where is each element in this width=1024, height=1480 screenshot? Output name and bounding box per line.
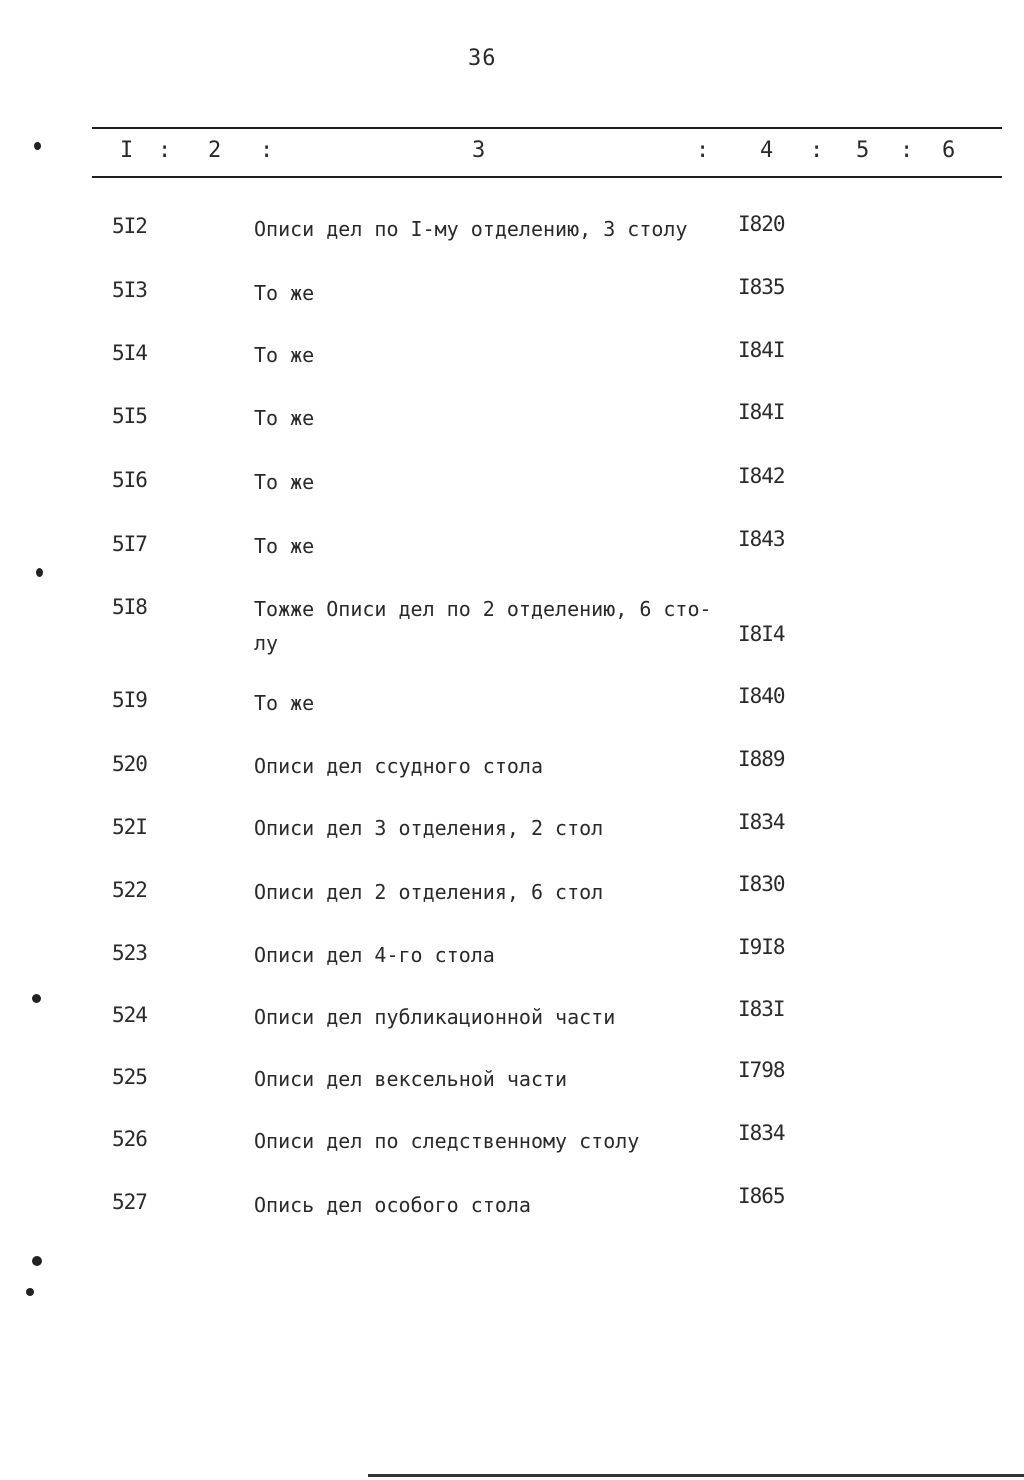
row-number: 5I7 bbox=[112, 532, 147, 556]
row-description: То же bbox=[254, 406, 315, 430]
row-number: 524 bbox=[112, 1003, 147, 1027]
row-description: Описи дел 4-го стола bbox=[254, 943, 495, 967]
row-description: Описи дел вексельной части bbox=[254, 1067, 568, 1091]
header-col-4: 4 bbox=[760, 138, 774, 163]
row-number: 5I3 bbox=[112, 278, 147, 302]
row-year: I820 bbox=[738, 212, 785, 236]
row-number: 5I9 bbox=[112, 688, 147, 712]
header-separator: : bbox=[900, 138, 914, 163]
row-year: I8I4 bbox=[738, 622, 785, 646]
row-year: I834 bbox=[738, 1121, 785, 1145]
row-number: 52I bbox=[112, 815, 147, 839]
row-year: I84I bbox=[738, 338, 785, 362]
table-top-rule bbox=[92, 127, 1002, 129]
row-description: То же bbox=[254, 281, 315, 305]
row-year: I842 bbox=[738, 464, 785, 488]
row-description: То же bbox=[254, 691, 315, 715]
table-header-rule bbox=[92, 176, 1002, 178]
scan-speck bbox=[32, 1256, 42, 1266]
row-description: Описи дел 2 отделения, 6 стол bbox=[254, 880, 604, 904]
row-year: I835 bbox=[738, 275, 785, 299]
row-number: 5I8 bbox=[112, 595, 147, 619]
header-separator: : bbox=[696, 138, 710, 163]
row-year: I9I8 bbox=[738, 935, 785, 959]
row-year: I834 bbox=[738, 810, 785, 834]
header-col-5: 5 bbox=[856, 138, 870, 163]
scan-speck bbox=[36, 568, 43, 577]
row-number: 5I4 bbox=[112, 341, 147, 365]
scan-speck bbox=[32, 994, 41, 1003]
row-description: То же bbox=[254, 534, 315, 558]
row-number: 527 bbox=[112, 1190, 147, 1214]
row-year: I830 bbox=[738, 872, 785, 896]
page-number: 36 bbox=[468, 46, 497, 71]
row-number: 520 bbox=[112, 752, 147, 776]
row-description: Описи дел ссудного стола bbox=[254, 754, 543, 778]
row-number: 526 bbox=[112, 1127, 147, 1151]
header-col-2: 2 bbox=[208, 138, 222, 163]
header-separator: : bbox=[158, 138, 172, 163]
row-year: I84I bbox=[738, 400, 785, 424]
row-number: 523 bbox=[112, 941, 147, 965]
row-description: Описи дел по следственному столу bbox=[254, 1129, 640, 1153]
page-bottom-rule bbox=[368, 1474, 1024, 1477]
row-description: То же bbox=[254, 343, 315, 367]
header-separator: : bbox=[810, 138, 824, 163]
header-separator: : bbox=[260, 138, 274, 163]
row-description: Описи дел по I-му отделению, 3 столу bbox=[254, 217, 688, 241]
header-col-6: 6 bbox=[942, 138, 956, 163]
row-year: I865 bbox=[738, 1184, 785, 1208]
row-number: 5I2 bbox=[112, 214, 147, 238]
row-number: 5I5 bbox=[112, 404, 147, 428]
row-year: I798 bbox=[738, 1058, 785, 1082]
row-description: Описи дел публикационной части bbox=[254, 1005, 616, 1029]
scan-speck bbox=[26, 1288, 34, 1296]
header-col-1: I bbox=[120, 138, 134, 163]
header-col-3: 3 bbox=[472, 138, 486, 163]
row-number: 5I6 bbox=[112, 468, 147, 492]
scan-speck bbox=[34, 142, 41, 150]
row-description: То же bbox=[254, 470, 315, 494]
row-year: I840 bbox=[738, 684, 785, 708]
row-description: Описи дел 3 отделения, 2 стол bbox=[254, 816, 604, 840]
row-number: 522 bbox=[112, 878, 147, 902]
row-description: Тожже Описи дел по 2 отделению, 6 сто- лу bbox=[254, 597, 712, 655]
row-year: I83I bbox=[738, 997, 785, 1021]
row-year: I889 bbox=[738, 747, 785, 771]
row-description: Опись дел особого стола bbox=[254, 1193, 531, 1217]
row-number: 525 bbox=[112, 1065, 147, 1089]
row-year: I843 bbox=[738, 527, 785, 551]
